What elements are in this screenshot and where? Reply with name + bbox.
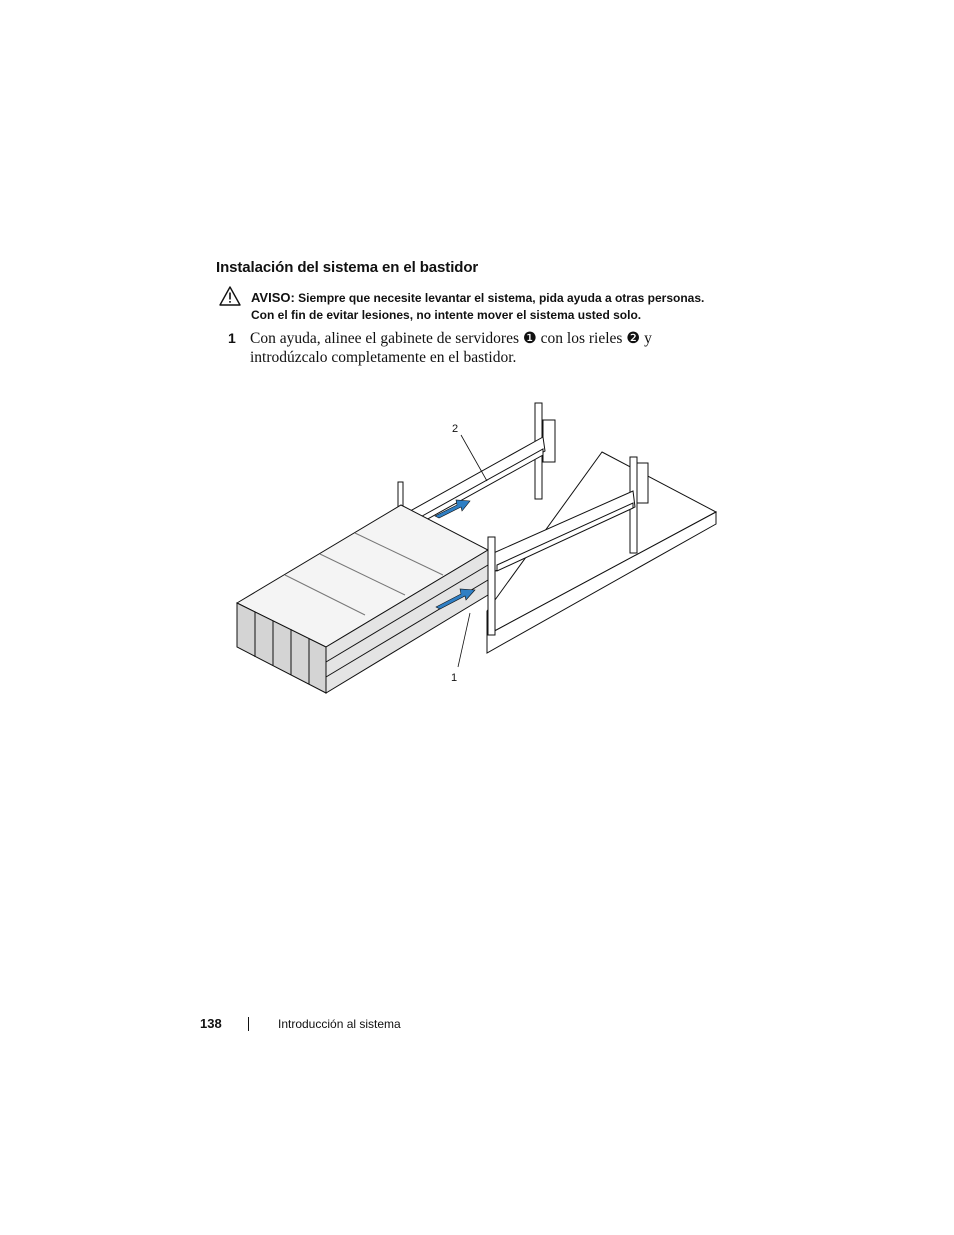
step-number: 1	[228, 330, 236, 346]
upper-rail	[403, 437, 545, 529]
footer-chapter-title: Introducción al sistema	[278, 1017, 401, 1031]
notice-text: Siempre que necesite levantar el sistema, pida ayuda a otras personas. Con el fin de evitar lesiones, no intente mover el sistema usted solo.	[251, 291, 705, 322]
front-rack-post	[488, 537, 495, 635]
section-heading: Instalación del sistema en el bastidor	[216, 259, 479, 276]
rack-installation-figure	[225, 395, 725, 695]
notice-label: AVISO:	[251, 290, 295, 305]
server-chassis	[237, 505, 488, 693]
callout-2: 2	[452, 423, 459, 435]
footer-divider	[248, 1017, 249, 1031]
callout-1: 1	[451, 672, 458, 684]
warning-triangle-icon	[219, 286, 241, 306]
warning-notice	[251, 289, 721, 324]
step-text: Con ayuda, alinee el gabinete de servidores ❶ con los rieles ❷ y introdúzcalo completamente en el bastidor.	[250, 330, 652, 366]
page-number: 138	[200, 1016, 222, 1031]
